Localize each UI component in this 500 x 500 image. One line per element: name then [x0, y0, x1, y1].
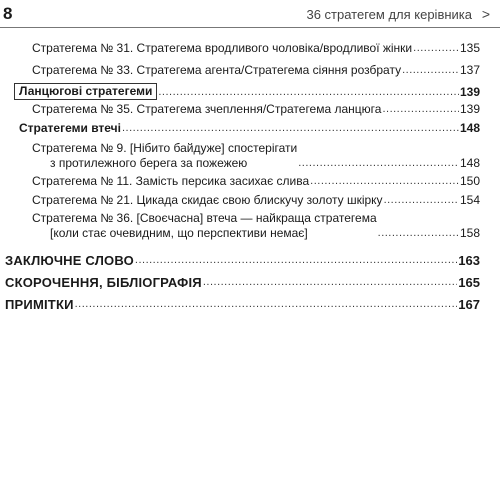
dot-leader	[384, 193, 459, 208]
dot-leader	[135, 253, 457, 268]
toc-chapter-title: ЗАКЛЮЧНЕ СЛОВО	[5, 253, 134, 268]
toc-chapter-title: ПРИМІТКИ	[5, 297, 74, 312]
toc-entry-page: 139	[459, 102, 480, 116]
toc-entry-title	[32, 141, 297, 171]
toc-entry	[32, 174, 480, 189]
toc-chapter	[5, 253, 480, 268]
toc-entry-title: Стратегема № 35. Стратегема зчеплення/Стратегема ланцюга	[32, 102, 382, 116]
toc-section	[19, 121, 480, 136]
toc-entry-page: 139	[459, 85, 480, 99]
running-title: 36 стратегем для керівника	[306, 7, 472, 22]
dot-leader	[382, 102, 459, 117]
toc-entry-title: Стратегема № 21. Цикада скидає свою блискучу золоту шкірку	[32, 193, 383, 207]
dot-leader	[378, 226, 459, 241]
dot-leader	[158, 85, 459, 100]
toc-entry-page: 167	[458, 297, 480, 312]
toc-entry-title-line: Стратегема № 9. [Нібито байдуже] спостерігати	[32, 141, 298, 155]
dot-leader	[310, 174, 459, 189]
toc-section	[19, 83, 480, 100]
toc-entry-page: 165	[458, 275, 480, 290]
toc-section-title: Стратегеми втечі	[19, 121, 121, 135]
toc-entry-page: 163	[458, 253, 480, 268]
toc-entry	[32, 63, 480, 78]
toc-entry	[32, 211, 480, 241]
toc-entry-title-line: з протилежного берега за пожежею	[50, 156, 248, 170]
toc-entry	[32, 193, 480, 208]
toc-entry-title: Стратегема № 11. Замість персика засихає слива	[32, 174, 310, 188]
toc-chapter	[5, 275, 480, 290]
toc-entry-title: Стратегема № 33. Стратегема агента/Стратегема сіяння розбрату	[32, 63, 402, 77]
toc-entry-title-line: [коли стає очевидним, що перспективи немає]	[50, 226, 308, 240]
toc-entry	[32, 141, 480, 171]
toc-entry-page: 137	[459, 63, 480, 77]
dot-leader	[402, 63, 459, 78]
dot-leader	[203, 275, 457, 290]
dot-leader	[75, 297, 458, 312]
toc-entry-page: 148	[459, 121, 480, 135]
toc-entry-page: 154	[459, 193, 480, 207]
header-divider	[0, 27, 500, 28]
toc-entry-title	[32, 211, 377, 241]
toc-entry	[32, 41, 480, 56]
dot-leader	[122, 121, 459, 136]
toc-chapter	[5, 297, 480, 312]
chevron-right-icon: >	[481, 6, 490, 22]
toc-entry-page: 135	[459, 41, 480, 55]
dot-leader	[413, 41, 459, 56]
toc-chapter-title: СКОРОЧЕННЯ, БІБЛІОГРАФІЯ	[5, 275, 202, 290]
toc-entry	[32, 102, 480, 117]
toc-entry-page: 148	[459, 156, 480, 170]
dot-leader	[298, 156, 459, 171]
toc-entry-title: Стратегема № 31. Стратегема вродливого чоловіка/вродливої жінки	[32, 41, 413, 55]
toc-section-title: Ланцюгові стратегеми	[14, 83, 157, 100]
toc-entry-title-line: Стратегема № 36. [Своєчасна] втеча — найкраща стратегема	[32, 211, 377, 225]
toc-entry-page: 158	[459, 226, 480, 240]
page-number: 8	[3, 4, 13, 23]
page-header	[0, 0, 500, 30]
toc-entry-page: 150	[459, 174, 480, 188]
